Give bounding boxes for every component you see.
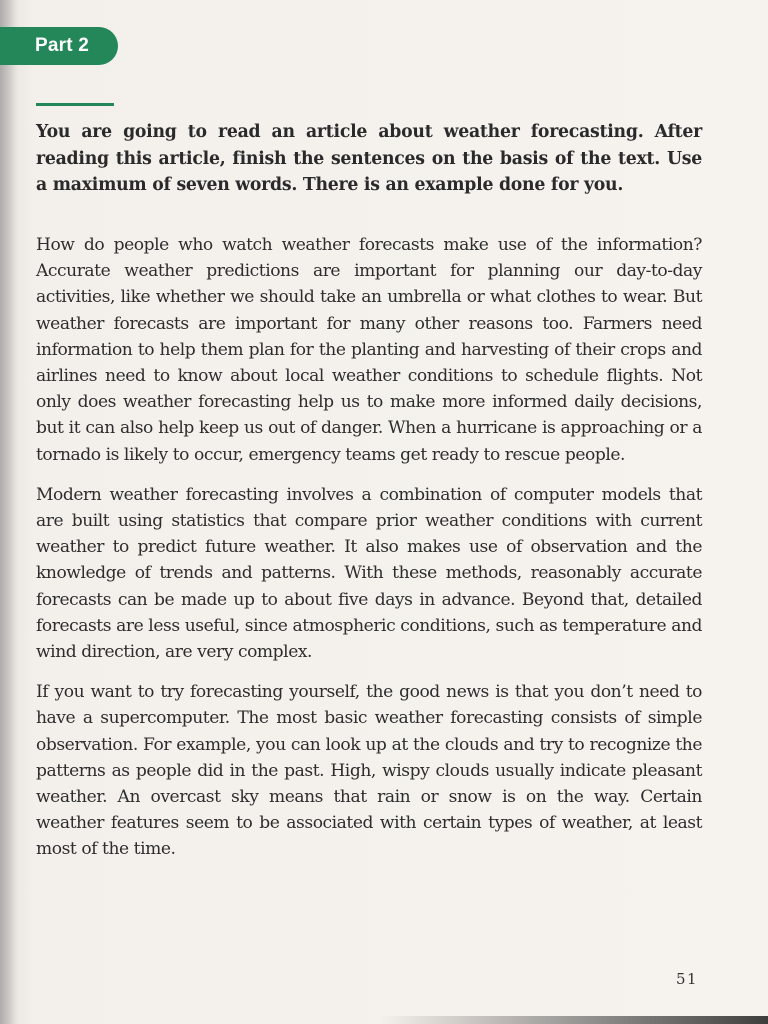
section-divider — [36, 103, 114, 106]
binding-shadow — [0, 0, 18, 1024]
article-paragraph-2: Modern weather forecasting involves a combination of computer models that are built using statistics that compare prior weather conditions with current weather to predict future weather. It also makes use of observation and the knowledge of trends and patterns. With these methods, reasonably accurate forecasts can be made up to about five days in advance. Beyond that, detailed forecasts are less useful, since atmospheric conditions, such as temperature and wind direction, are very complex. — [36, 484, 702, 663]
part-tab — [0, 27, 118, 65]
task-instructions: You are going to read an article about weather forecasting. After reading this article, finish the sentences on the basis of the text. Use a maximum of seven words. There is an example done for you. — [36, 122, 702, 195]
article-paragraph-1: How do people who watch weather forecasts make use of the information? Accurate weather predictions are important for planning our day-to-day activities, like whether we should take an umbrella or what clothes to wear. But weather forecasts are important for many other reasons too. Farmers need information to help them plan for the planting and harvesting of their crops and airlines need to know about local weather conditions to schedule flights. Not only does weather forecasting help us to make more informed daily decisions, but it can also help keep us out of danger. When a hurricane is approaching or a tornado is likely to occur, emergency teams get ready to rescue people. — [36, 235, 702, 465]
page-number: 51 — [676, 970, 699, 988]
part-tab-label: Part 2 — [35, 35, 90, 56]
page-bottom-edge — [380, 1016, 768, 1024]
article-paragraph-3: If you want to try forecasting yourself, the good news is that you don’t need to have a supercomputer. The most basic weather forecasting consists of simple observation. For example, you can look up at the clouds and try to recognize the patterns as people did in the past. High, wispy clouds usually indicate pleasant weather. An overcast sky means that rain or snow is on the way. Certain weather features seem to be associated with certain types of weather, at least most of the time. — [36, 682, 702, 860]
article-text — [36, 232, 702, 877]
